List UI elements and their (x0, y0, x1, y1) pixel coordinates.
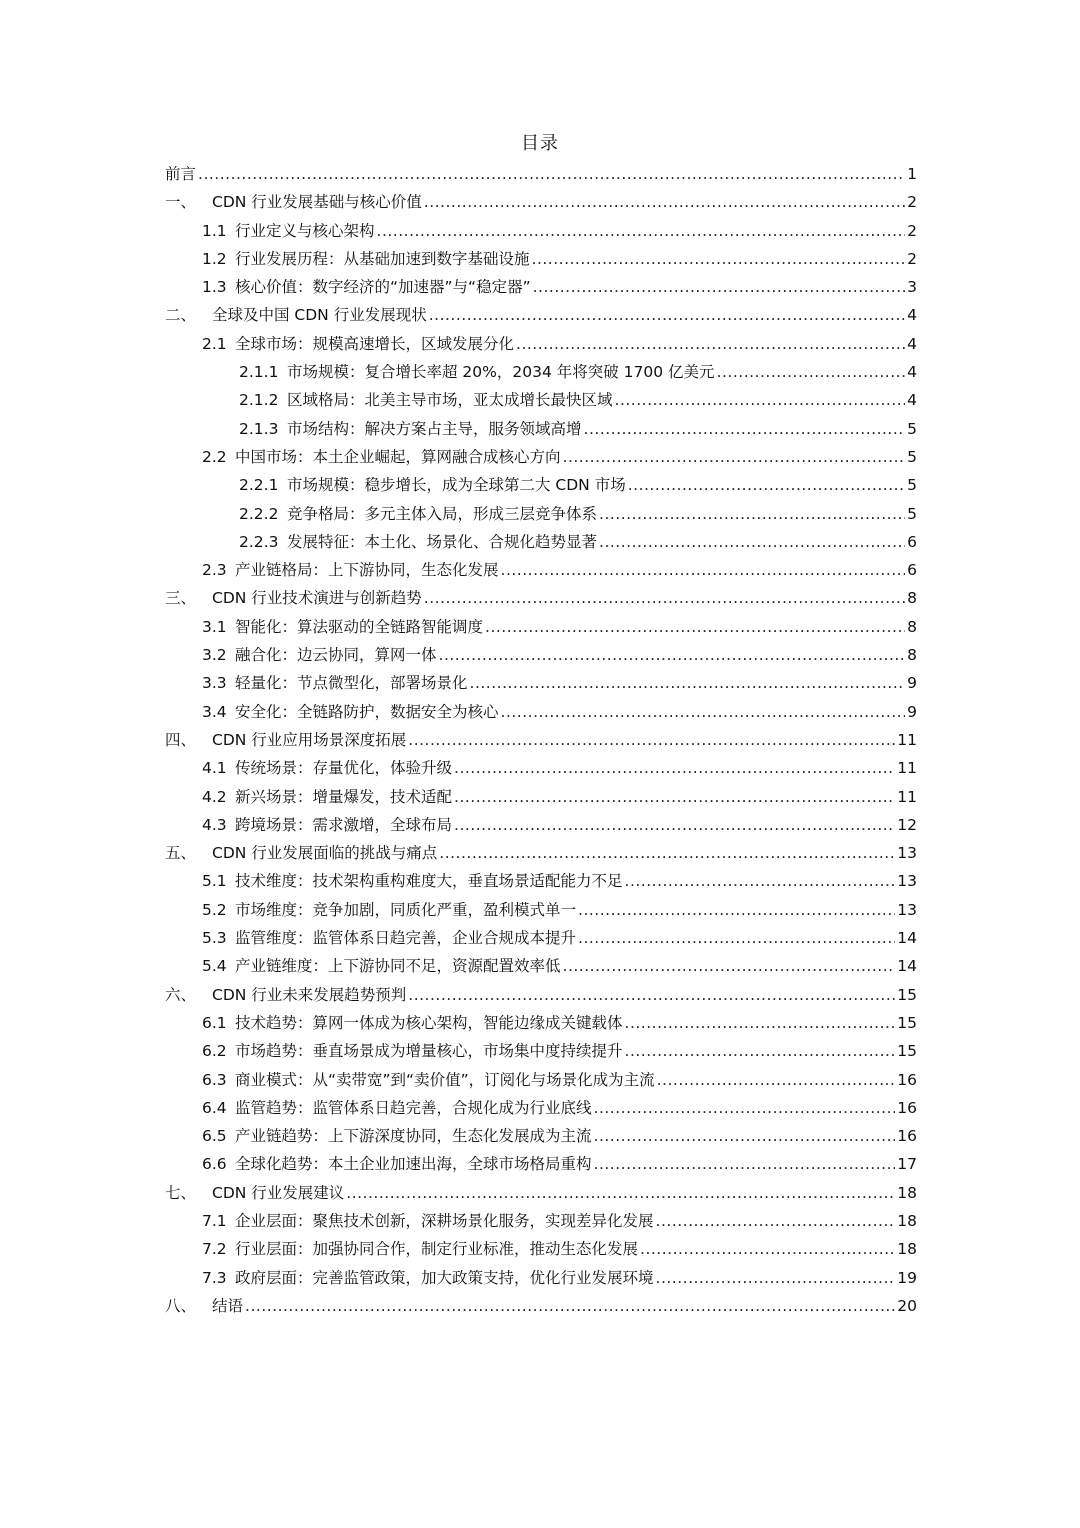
toc-entry[interactable] (165, 726, 917, 754)
toc-entry-title: CDN 行业发展建议 (212, 1183, 345, 1202)
toc-entry-page-number: 13 (897, 872, 917, 891)
toc-dot-leader (625, 867, 896, 895)
toc-entry-page-number: 18 (897, 1183, 917, 1202)
toc-entry-page-number: 16 (897, 1098, 917, 1117)
toc-entry-number: 2.1.2 (239, 391, 279, 410)
toc-entry[interactable] (165, 1009, 917, 1037)
toc-entry-title: 技术维度：技术架构重构难度大，垂直场景适配能力不足 (235, 872, 623, 891)
toc-entry[interactable] (165, 613, 917, 641)
toc-entry-title: 政府层面：完善监管政策，加大政策支持，优化行业发展环境 (235, 1268, 654, 1287)
toc-entry[interactable] (165, 754, 917, 782)
toc-entry-title: 发展特征：本土化、场景化、合规化趋势显著 (287, 532, 598, 551)
toc-entry-number: 3.4 (202, 702, 227, 721)
toc-entry-page-number: 9 (907, 674, 917, 693)
toc-entry-page-number: 2 (907, 249, 917, 268)
toc-entry-number: 4.3 (202, 815, 227, 834)
toc-entry-number: 2.2.1 (239, 476, 279, 495)
toc-dot-leader (245, 1292, 895, 1320)
toc-entry[interactable] (165, 584, 917, 612)
toc-entry[interactable] (165, 1235, 917, 1263)
toc-entry-title: 竞争格局：多元主体入局，形成三层竞争体系 (287, 504, 598, 523)
toc-entry-page-number: 19 (897, 1268, 917, 1287)
toc-dot-leader (408, 726, 895, 754)
toc-entry-page-number: 11 (897, 759, 917, 778)
toc-dot-leader (594, 1094, 896, 1122)
toc-entry[interactable] (165, 528, 917, 556)
toc-entry-title: 智能化：算法驱动的全链路智能调度 (235, 617, 484, 636)
toc-entry-title: 产业链格局：上下游协同，生态化发展 (235, 561, 499, 580)
toc-entry-number: 八、 (165, 1296, 197, 1315)
toc-dot-leader (501, 698, 906, 726)
toc-entry-number: 5.2 (202, 900, 227, 919)
toc-entry-page-number: 20 (897, 1296, 917, 1315)
toc-entry-title: 监管趋势：监管体系日趋完善，合规化成为行业底线 (235, 1098, 592, 1117)
toc-entry[interactable] (165, 669, 917, 697)
toc-entry-number: 7.2 (202, 1240, 227, 1259)
toc-entry-number: 4.1 (202, 759, 227, 778)
toc-entry-page-number: 14 (897, 957, 917, 976)
toc-entry-title: 产业链维度：上下游协同不足，资源配置效率低 (235, 957, 561, 976)
toc-entry-number: 二、 (165, 306, 197, 325)
toc-entry-page-number: 5 (907, 504, 917, 523)
toc-entry-page-number: 8 (907, 589, 917, 608)
toc-entry-page-number: 2 (907, 193, 917, 212)
toc-entry-page-number: 12 (897, 815, 917, 834)
toc-dot-leader (628, 471, 905, 499)
toc-dot-leader (454, 754, 895, 782)
toc-entry-number: 2.2.3 (239, 532, 279, 551)
toc-entry-number: 6.4 (202, 1098, 227, 1117)
toc-entry-number: 6.1 (202, 1013, 227, 1032)
toc-entry-number: 六、 (165, 985, 197, 1004)
toc-entry-title: 市场结构：解决方案占主导，服务领域高增 (287, 419, 582, 438)
toc-dot-leader (532, 245, 906, 273)
toc-dot-leader (470, 669, 906, 697)
toc-entry-title: 跨境场景：需求激增，全球布局 (235, 815, 453, 834)
toc-dot-leader (485, 613, 905, 641)
toc-entry-number: 7.3 (202, 1268, 227, 1287)
toc-entry-title: 区域格局：北美主导市场，亚太成增长最快区域 (287, 391, 613, 410)
toc-dot-leader (516, 330, 905, 358)
toc-entry-title: 全球及中国 CDN 行业发展现状 (212, 306, 427, 325)
toc-entry-page-number: 18 (897, 1240, 917, 1259)
toc-dot-leader (533, 273, 906, 301)
toc-dot-leader (599, 500, 905, 528)
toc-entry-title: 中国市场：本土企业崛起，算网融合成核心方向 (235, 447, 561, 466)
toc-dot-leader (594, 1122, 896, 1150)
toc-entry[interactable] (165, 556, 917, 584)
toc-entry-title: 传统场景：存量优化，体验升级 (235, 759, 453, 778)
toc-entry-number: 1.3 (202, 278, 227, 297)
toc-entry-title: 市场规模：复合增长率超 20%，2034 年将突破 1700 亿美元 (287, 363, 715, 382)
toc-entry-title: 融合化：边云协同，算网一体 (235, 646, 437, 665)
toc-entry-page-number: 4 (907, 391, 917, 410)
toc-dot-leader (717, 358, 906, 386)
toc-entry[interactable] (165, 1122, 917, 1150)
toc-dot-leader (578, 924, 895, 952)
toc-dot-leader (615, 386, 906, 414)
toc-dot-leader (594, 1150, 896, 1178)
toc-entry-title: CDN 行业未来发展趋势预判 (212, 985, 407, 1004)
toc-entry[interactable] (165, 1264, 917, 1292)
toc-dot-leader (454, 783, 895, 811)
toc-dot-leader (657, 1066, 896, 1094)
toc-entry-title: CDN 行业技术演进与创新趋势 (212, 589, 422, 608)
toc-entry-title: 新兴场景：增量爆发，技术适配 (235, 787, 453, 806)
toc-entry-title: 前言 (165, 165, 197, 183)
toc-entry-title: 监管维度：监管体系日趋完善，企业合规成本提升 (235, 929, 577, 948)
toc-entry-title: 全球市场：规模高速增长，区域发展分化 (235, 334, 515, 353)
toc-dot-leader (578, 896, 895, 924)
toc-entry-number: 五、 (165, 844, 197, 863)
toc-entry[interactable] (165, 1292, 917, 1320)
toc-entry-page-number: 16 (897, 1127, 917, 1146)
toc-dot-leader (346, 1179, 895, 1207)
toc-entry-title: 技术趋势：算网一体成为核心架构，智能边缘成关键载体 (235, 1013, 623, 1032)
toc-entry-title: 核心价值：数字经济的“加速器”与“稳定器” (235, 278, 531, 297)
toc-dot-leader (563, 952, 896, 980)
toc-entry-title: 商业模式：从“卖带宽”到“卖价值”，订阅化与场景化成为主流 (235, 1070, 655, 1089)
toc-entry-page-number: 15 (897, 1013, 917, 1032)
toc-entry-page-number: 13 (897, 844, 917, 863)
toc-entry-title: 全球化趋势：本土企业加速出海，全球市场格局重构 (235, 1155, 592, 1174)
toc-entry[interactable] (165, 867, 917, 895)
toc-dot-leader (429, 301, 905, 329)
toc-dot-leader (656, 1207, 896, 1235)
toc-entry[interactable] (165, 245, 917, 273)
toc-entry-number: 1.2 (202, 249, 227, 268)
toc-entry-page-number: 11 (897, 730, 917, 749)
toc-entry[interactable] (165, 500, 917, 528)
toc-entry[interactable] (165, 952, 917, 980)
toc-entry-page-number: 4 (907, 334, 917, 353)
toc-entry-page-number: 8 (907, 617, 917, 636)
toc-entry-number: 5.1 (202, 872, 227, 891)
toc-entry[interactable] (165, 981, 917, 1009)
toc-entry-number: 一、 (165, 193, 197, 212)
toc-entry[interactable] (165, 443, 917, 471)
toc-entry-page-number: 17 (897, 1155, 917, 1174)
toc-entry-number: 3.3 (202, 674, 227, 693)
toc-entry-title: 市场规模：稳步增长，成为全球第二大 CDN 市场 (287, 476, 626, 495)
toc-entry[interactable] (165, 188, 917, 216)
toc-entry-page-number: 16 (897, 1070, 917, 1089)
toc-entry-page-number: 5 (907, 419, 917, 438)
toc-dot-leader (584, 415, 906, 443)
toc-entry-page-number: 6 (907, 532, 917, 551)
toc-dot-leader (656, 1264, 896, 1292)
toc-entry[interactable] (165, 415, 917, 443)
toc-entry-title: 行业层面：加强协同合作，制定行业标准，推动生态化发展 (235, 1240, 639, 1259)
toc-entry[interactable] (165, 641, 917, 669)
toc-entry-title: 市场趋势：垂直场景成为增量核心，市场集中度持续提升 (235, 1042, 623, 1061)
toc-entry-number: 3.1 (202, 617, 227, 636)
toc-dot-leader (454, 811, 895, 839)
toc-entry-page-number: 15 (897, 1042, 917, 1061)
toc-entry-number: 三、 (165, 589, 197, 608)
toc-entry-page-number: 2 (907, 221, 917, 240)
toc-dot-leader (439, 839, 895, 867)
toc-entry[interactable] (165, 1037, 917, 1065)
table-of-contents (165, 160, 917, 1320)
toc-entry-page-number: 5 (907, 476, 917, 495)
toc-entry-page-number: 14 (897, 929, 917, 948)
toc-entry[interactable] (165, 217, 917, 245)
toc-entry-title: 安全化：全链路防护，数据安全为核心 (235, 702, 499, 721)
toc-entry-number: 5.3 (202, 929, 227, 948)
toc-entry[interactable] (165, 358, 917, 386)
toc-title: 目录 (521, 133, 559, 154)
toc-entry-number: 2.1.3 (239, 419, 279, 438)
toc-dot-leader (424, 188, 905, 216)
toc-entry[interactable] (165, 698, 917, 726)
toc-dot-leader (563, 443, 906, 471)
toc-entry-number: 7.1 (202, 1211, 227, 1230)
toc-dot-leader (377, 217, 906, 245)
toc-entry-page-number: 11 (897, 787, 917, 806)
toc-entry-title: 市场维度：竞争加剧，同质化严重，盈利模式单一 (235, 900, 577, 919)
toc-entry-title: 结语 (212, 1296, 244, 1315)
toc-dot-leader (599, 528, 905, 556)
toc-entry-number: 6.5 (202, 1127, 227, 1146)
toc-entry[interactable] (165, 811, 917, 839)
toc-dot-leader (198, 160, 905, 188)
toc-dot-leader (439, 641, 906, 669)
toc-entry-title: 产业链趋势：上下游深度协同，生态化发展成为主流 (235, 1127, 592, 1146)
toc-entry-number: 4.2 (202, 787, 227, 806)
toc-entry[interactable] (165, 1094, 917, 1122)
toc-entry-title: CDN 行业发展基础与核心价值 (212, 193, 422, 212)
toc-entry-number: 6.3 (202, 1070, 227, 1089)
toc-entry-page-number: 1 (907, 165, 917, 183)
toc-entry[interactable] (165, 301, 917, 329)
toc-entry-number: 6.2 (202, 1042, 227, 1061)
toc-entry-title: 企业层面：聚焦技术创新，深耕场景化服务，实现差异化发展 (235, 1211, 654, 1230)
toc-entry[interactable] (165, 160, 917, 188)
toc-dot-leader (424, 584, 905, 612)
toc-entry-number: 2.1.1 (239, 363, 279, 382)
toc-entry[interactable] (165, 471, 917, 499)
toc-entry-page-number: 18 (897, 1211, 917, 1230)
toc-entry[interactable] (165, 386, 917, 414)
toc-entry-number: 5.4 (202, 957, 227, 976)
toc-entry-page-number: 4 (907, 363, 917, 382)
toc-entry-number: 2.2 (202, 447, 227, 466)
toc-entry-page-number: 9 (907, 702, 917, 721)
toc-entry-number: 6.6 (202, 1155, 227, 1174)
toc-entry[interactable] (165, 273, 917, 301)
toc-entry-title: 行业定义与核心架构 (235, 221, 375, 240)
toc-entry[interactable] (165, 1150, 917, 1178)
toc-entry[interactable] (165, 924, 917, 952)
toc-entry[interactable] (165, 896, 917, 924)
toc-entry-number: 七、 (165, 1183, 197, 1202)
toc-entry-page-number: 6 (907, 561, 917, 580)
toc-entry[interactable] (165, 1179, 917, 1207)
toc-entry-number: 2.3 (202, 561, 227, 580)
toc-entry-page-number: 4 (907, 306, 917, 325)
toc-entry[interactable] (165, 1207, 917, 1235)
toc-dot-leader (625, 1009, 896, 1037)
toc-dot-leader (501, 556, 906, 584)
toc-entry-number: 1.1 (202, 221, 227, 240)
toc-entry[interactable] (165, 1066, 917, 1094)
toc-entry[interactable] (165, 839, 917, 867)
toc-entry-title: 行业发展历程：从基础加速到数字基础设施 (235, 249, 530, 268)
toc-entry-page-number: 3 (907, 278, 917, 297)
toc-entry-page-number: 15 (897, 985, 917, 1004)
toc-entry-page-number: 13 (897, 900, 917, 919)
toc-entry-title: CDN 行业发展面临的挑战与痛点 (212, 844, 438, 863)
toc-entry-number: 3.2 (202, 646, 227, 665)
toc-entry-number: 2.2.2 (239, 504, 279, 523)
toc-entry[interactable] (165, 330, 917, 358)
toc-entry-number: 四、 (165, 730, 197, 749)
toc-entry-title: CDN 行业应用场景深度拓展 (212, 730, 407, 749)
toc-entry-page-number: 8 (907, 646, 917, 665)
toc-entry[interactable] (165, 783, 917, 811)
toc-dot-leader (625, 1037, 896, 1065)
toc-entry-number: 2.1 (202, 334, 227, 353)
toc-dot-leader (640, 1235, 895, 1263)
toc-entry-page-number: 5 (907, 447, 917, 466)
toc-dot-leader (408, 981, 895, 1009)
toc-entry-title: 轻量化：节点微型化，部署场景化 (235, 674, 468, 693)
